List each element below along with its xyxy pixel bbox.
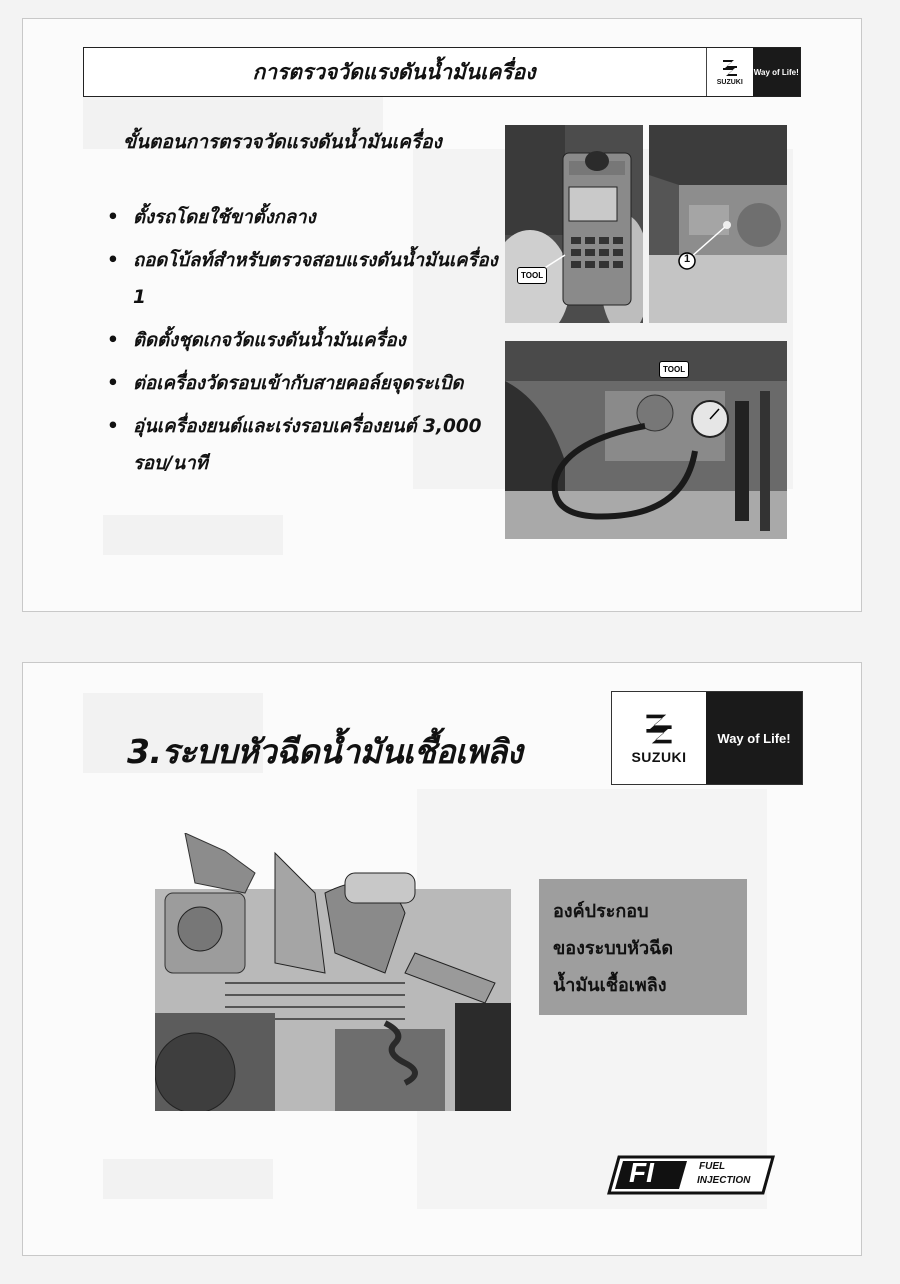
engine-cutaway-illustration <box>155 833 511 1111</box>
fi-line2: INJECTION <box>697 1175 751 1186</box>
suzuki-logo-icon <box>720 58 740 78</box>
bolt-callout-number: 1 <box>683 253 691 265</box>
tool-badge: TOOL <box>659 361 689 378</box>
step-item: • อุ่นเครื่องยนต์และเร่งรอบเครื่องยนต์ 3,000 รอบ/นาที <box>103 408 503 482</box>
brand-name: SUZUKI <box>716 79 743 86</box>
fi-mark: FI <box>629 1157 654 1188</box>
tachometer-photo <box>505 125 643 323</box>
components-line: องค์ประกอบ <box>553 901 649 922</box>
oil-pressure-bolt-photo <box>649 125 787 323</box>
procedure-heading: ขั้นตอนการตรวจวัดแรงดันน้ำมันเครื่อง <box>123 131 442 153</box>
components-line: ของระบบหัวฉีด <box>553 938 674 959</box>
suzuki-brand-badge <box>706 48 800 96</box>
fuel-injection-logo <box>607 1153 775 1197</box>
tool-badge: TOOL <box>517 267 547 284</box>
slide-title: 3.ระบบหัวฉีดน้ำมันเชื้อเพลิง <box>127 732 523 771</box>
suzuki-brand-badge <box>611 691 803 785</box>
tachometer-illustration <box>505 125 643 323</box>
slide-fuel-injection-system <box>22 662 862 1256</box>
step-item: • ต่อเครื่องวัดรอบเข้ากับสายคอล์ยจุดระเบิด <box>103 365 503 402</box>
pressure-gauge-photo <box>505 341 787 539</box>
brand-tagline: Way of Life! <box>706 692 802 784</box>
step-item: • ถอดโบ้ลท์สำหรับตรวจสอบแรงดันน้ำมันเครื่อง 1 <box>103 242 503 316</box>
brand-name: SUZUKI <box>631 749 687 765</box>
suzuki-logo-icon <box>641 711 677 747</box>
step-item: • ตั้งรถโดยใช้ขาตั้งกลาง <box>103 199 503 236</box>
fi-line1: FUEL <box>699 1161 726 1172</box>
brand-tagline: Way of Life! <box>753 48 800 96</box>
procedure-steps <box>103 199 503 488</box>
engine-cutaway-image <box>155 833 511 1111</box>
components-line: น้ำมันเชื้อเพลิง <box>553 975 667 996</box>
slide-title: การตรวจวัดแรงดันน้ำมันเครื่อง <box>252 60 536 84</box>
step-item: • ติดตั้งชุดเกจวัดแรงดันน้ำมันเครื่อง <box>103 322 503 359</box>
slide-header <box>83 47 801 97</box>
slide-oil-pressure-check <box>22 18 862 612</box>
components-label-box <box>539 879 747 1015</box>
engine-bolt-illustration <box>649 125 787 323</box>
gauge-illustration <box>505 341 787 539</box>
